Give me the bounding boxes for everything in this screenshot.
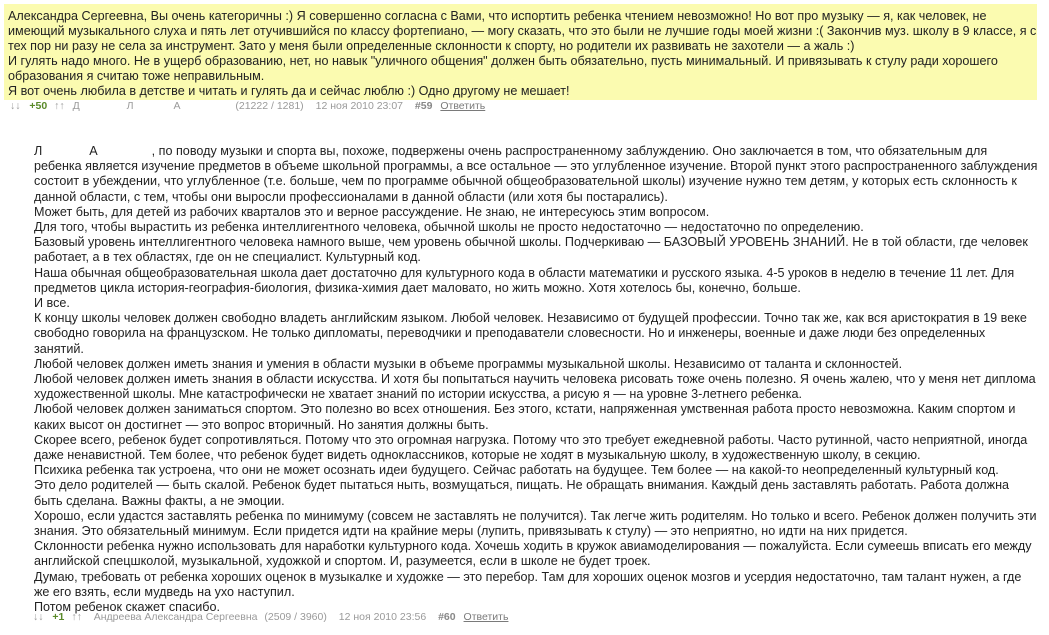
comment-60	[34, 144, 1038, 615]
comment-60-paragraph: Наша обычная общеобразовательная школа дает достаточно для культурного кода в области математики и русского языка. 4-5 уроков в неделю в течение 11 лет. Для предметов цикла история-география-биология, физика-химия дает маловато, но жить можно. Хотя хотелось бы, конечно, больше.	[34, 265, 1015, 295]
comment-60-paragraph: Может быть, для детей из рабочих кварталов это и верное рассуждение. Не знаю, не интересуюсь этим вопросом.	[34, 204, 710, 219]
reply-link[interactable]: Ответить	[463, 611, 509, 623]
comment-60-paragraph: Базовый уровень интеллигентного человека намного выше, чем уровень обычной школы. Подчеркиваю — БАЗОВЫЙ УРОВЕНЬ ЗНАНИЙ. Не в той области, где человек работает, а в тех областях, где он не специалист. Культурный код.	[34, 235, 1028, 265]
comment-60-paragraph: Склонности ребенка нужно использовать для наработки культурного кода. Хочешь ходить в кружок авиамоделирования — пожалуйста. Если сумеешь вписать его между английской спецшколой, музыкальной, художкой и спортом. И, разумеется, если в школе не будет троек.	[34, 539, 1032, 569]
author-initial[interactable]: А	[173, 100, 181, 112]
comment-60-paragraph: К концу школы человек должен свободно владеть английским языком. Любой человек. Независимо от будущей профессии. Точно так же, как вся аристократия в 19 веке свободно говорила на французском. Не только дипломаты, переводчики и преподаватели словесности. Но и инженеры, военные и даже люди без определенных занятий.	[34, 311, 1027, 356]
comment-60-meta	[33, 611, 508, 623]
vote-down-icon[interactable]: ↓↓	[33, 611, 44, 623]
comment-60-paragraph: Потом ребенок скажет спасибо.	[34, 600, 221, 615]
addressee-initial: Л	[34, 144, 43, 158]
comment-60-paragraph: Любой человек должен иметь знания и умения в области музыки в объеме программы музыкальной школы. Независимо от таланта и склонностей.	[34, 356, 903, 371]
comment-60-paragraph: , по поводу музыки и спорта вы, похоже, подвержены очень распространенному заблуждению. Оно заключается в том, что обязательным для ребенка является изучение предметов в объеме школьной программы, а все остальное — это углубленное изучение. Второй пункт этого распространенного заблуждения состоит в убеждении, что углубленное (т.е. больше, чем по программе обычной общеобразовательной школы) изучение нужно тем детям, у которых есть склонность к данной области, с тем, чтобы они выросли профессионалами в данной области (или хотя бы постарались).	[34, 144, 1038, 204]
author-stats: (2509 / 3960)	[264, 611, 327, 623]
addressee-initial: А	[89, 144, 98, 158]
vote-up-icon[interactable]: ↑↑	[54, 100, 65, 112]
vote-up-icon[interactable]: ↑↑	[71, 611, 82, 623]
comment-date: 12 ноя 2010 23:07	[315, 100, 403, 112]
author-initial[interactable]: Д	[72, 100, 80, 112]
comment-60-paragraph: Хорошо, если удастся заставлять ребенка по минимуму (совсем не заставлять не получится). Так легче жить родителям. Но только и всего. Ребенок должен получить эти знания. Это обязательный минимум. Если придется идти на крайние меры (лупить, привязывать к стулу) — это неприятно, но идти на них придется.	[34, 508, 1037, 539]
comment-60-paragraph: Любой человек должен заниматься спортом. Это полезно во всех отношения. Без этого, кстати, напряженная умственная работа просто невозможна. Каким спортом и каких высот он достигнет — это вопрос вторичный. Но занятия должны быть.	[34, 402, 1016, 432]
comment-score: +1	[52, 611, 65, 623]
comment-number[interactable]: #59	[414, 100, 433, 112]
comment-60-intro	[34, 144, 1038, 205]
comment-59-paragraph: Александра Сергеевна, Вы очень категоричны :) Я совершенно согласна с Вами, что испортить ребенка чтением невозможно! Но вот про музыку — я, как человек, не имеющий музыкального слуха и пять лет отучившийся по классу фортепиано, — могу сказать, что это были не лучшие годы моей жизни :( Закончив муз. школу в 9 классе, я с тех пор ни разу не села за инструмент. Зато у меня были определенные склонности к спорту, но родители их развивать не захотели — а жаль :)	[8, 9, 1037, 53]
author-name[interactable]: Андреева Александра Сергеевна	[93, 611, 258, 623]
comment-59-meta	[10, 100, 485, 112]
comment-59-paragraph: Я вот очень любила в детстве и читать и гулять да и сейчас люблю :) Одно другому не мешает!	[8, 84, 570, 98]
comment-59-paragraph: И гулять надо много. Не в ущерб образованию, нет, но навык "уличного общения" должен быть обязательно, пусть минимальный. И привязывать к стулу ради хорошего образования я считаю тоже неправильным.	[8, 54, 998, 83]
comment-score: +50	[29, 100, 48, 112]
comment-59-text	[8, 9, 1037, 99]
comment-date: 12 ноя 2010 23:56	[338, 611, 427, 623]
comment-number[interactable]: #60	[438, 611, 456, 623]
comment-60-paragraph: Психика ребенка так устроена, что они не может осознать идеи будущего. Сейчас работать на будущее. Тем более — на какой-то неопределенный культурный код.	[34, 463, 999, 478]
comment-60-paragraph: Скорее всего, ребенок будет сопротивляться. Потому что это огромная нагрузка. Потому что это требует ежедневной работы. Часто рутинной, часто неприятной, иногда даже ненавистной. Тем более, что ребенок будет видеть одноклассников, которые не ходят в музыкальную школу, в художественную школу, в секцию.	[34, 432, 1028, 463]
comment-60-paragraph: Думаю, требовать от ребенка хороших оценок в музыкалке и художке — это перебор. Там для хороших оценок мозгов и усердия недостаточно, там талант нужен, а где же его взять, если мудведь на ухо наступил.	[34, 569, 1022, 599]
comment-60-paragraph: И все.	[34, 296, 70, 311]
vote-down-icon[interactable]: ↓↓	[10, 100, 21, 112]
comment-60-paragraph: Это дело родителей — быть скалой. Ребенок будет пытаться ныть, возмущаться, пищать. Не обращать внимания. Каждый день заставлять работать. Работа должна быть сделана. Важны факты, а не эмоции.	[34, 478, 1010, 508]
author-stats: (21222 / 1281)	[235, 100, 304, 112]
comment-60-paragraph: Для того, чтобы вырастить из ребенка интеллигентного человека, обычной школы не просто недостаточно — недостаточно по определению.	[34, 220, 864, 235]
comment-59	[4, 4, 1037, 100]
author-initial[interactable]: Л	[126, 100, 134, 112]
comment-60-paragraph: Любой человек должен иметь знания в области искусства. И хотя бы попытаться научить человека рисовать тоже очень полезно. Я очень жалею, что у меня нет диплома художественной школы. Мне катастрофически не хватает знаний по истории искусства, а рисую я — на уровне 3-летнего ребенка.	[34, 372, 1036, 402]
reply-link[interactable]: Ответить	[440, 100, 486, 112]
comment-60-text	[34, 144, 1038, 615]
